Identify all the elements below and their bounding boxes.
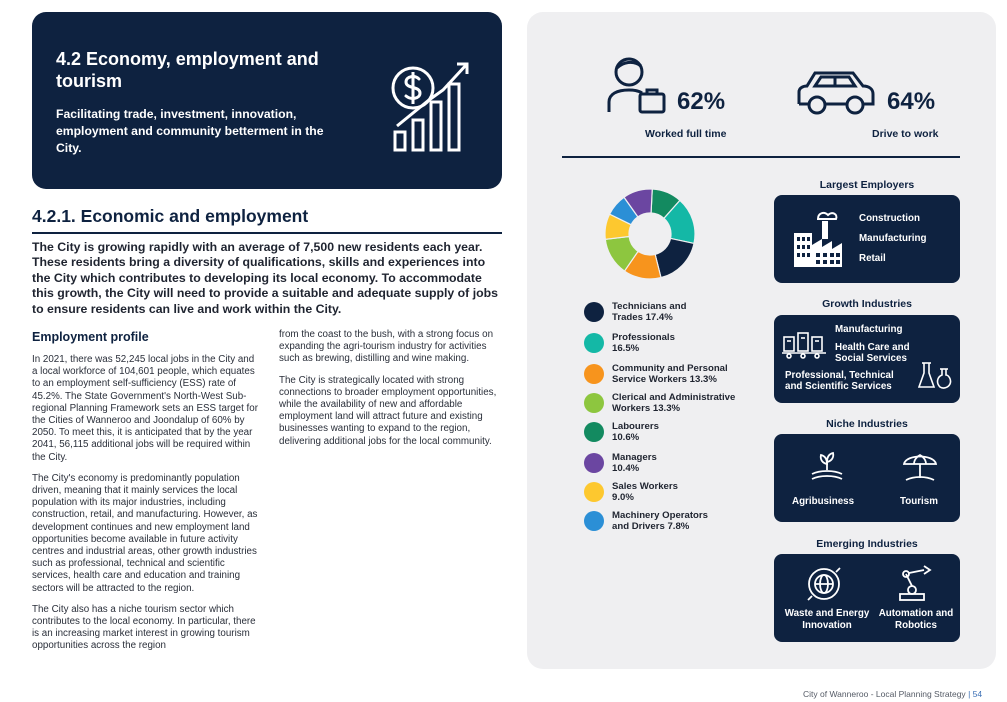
legend-label-line1: Labourers: [612, 421, 659, 432]
intro-paragraph: The City is growing rapidly with an average of 7,500 new residents each year. These residents bring a diversity of qualifications, skills and experiences into the City which contributes to developing its local economy. To accommodate this growth, the City will need to provide a suitable and adequate supply of jobs to ensure residents can live and work within the City.: [32, 240, 498, 316]
legend-label-line2: 16.5%: [612, 343, 640, 355]
paragraph: from the coast to the bush, with a strong focus on expanding the agri-tourism industry for activities such as brewing, distilling and wine making.: [279, 329, 494, 365]
page-footer: [803, 689, 982, 699]
text-column-right: [279, 329, 501, 457]
section-header-box: [32, 12, 502, 189]
legend-color-dot: [584, 302, 604, 322]
legend-color-dot: [584, 333, 604, 353]
niche-industries-title: Niche Industries: [826, 418, 908, 430]
donut-slice-technicians-and-trades: [655, 238, 694, 277]
largest-employers-title: Largest Employers: [819, 179, 915, 191]
legend-label: [612, 452, 752, 475]
occupation-donut-chart: [603, 187, 697, 281]
legend-item: [584, 332, 754, 356]
legend-item: [584, 481, 754, 505]
tourism-umbrella-icon: [902, 448, 938, 484]
globe-energy-icon: [806, 566, 842, 602]
legend-label: [612, 510, 752, 533]
legend-label-line1: Clerical and Administrative: [612, 392, 736, 403]
legend-item: [584, 421, 754, 445]
legend-label-line2: Trades 17.4%: [612, 312, 673, 324]
paragraph: The City's economy is predominantly population driven, meaning that it mainly services the local population with its major industries, including construction, retail, and manufacturing. However, as development continues and new employment land opportunities become available in future activity centres and industrial areas, other growth industries such as professional, technical and scientific services, health care and education and training sectors will be attracted to the region.: [32, 472, 258, 594]
growth-item-line1: Health Care and: [835, 342, 910, 353]
legend-label-line2: Service Workers 13.3%: [612, 374, 717, 386]
growth-item-line2: and Scientific Services: [785, 381, 892, 392]
emerging-item-line2: Robotics: [895, 620, 937, 631]
emerging-item-line1: Automation and: [878, 608, 954, 619]
emerging-industries-title: Emerging Industries: [816, 538, 918, 550]
page-number: | 54: [968, 689, 983, 699]
stat-drive-label: Drive to work: [872, 128, 939, 140]
header-subtitle: Facilitating trade, investment, innovation, employment and community betterment in the City.: [56, 107, 324, 155]
legend-color-dot: [584, 422, 604, 442]
legend-label-line1: Machinery Operators: [612, 510, 708, 521]
machinery-icon: [782, 329, 826, 359]
legend-label: [612, 332, 752, 355]
legend-label-line1: Community and Personal: [612, 363, 728, 374]
employer-item: Manufacturing: [859, 233, 927, 244]
legend-item: [584, 452, 754, 476]
legend-label-line1: Sales Workers: [612, 481, 678, 492]
legend-label-line1: Technicians and: [612, 301, 687, 312]
legend-label: [612, 301, 752, 324]
niche-industries-box: [774, 434, 960, 522]
divider: [562, 156, 960, 158]
paragraph: The City is strategically located with strong connections to broader employment opportunities, while the availability of new and affordable employment land will attract future and existing businesses wanting to expand to the region, delivering additional jobs for the local community.: [279, 374, 497, 447]
agriculture-icon: [810, 450, 844, 484]
legend-item: [584, 363, 754, 387]
stat-drive-value: 64%: [887, 88, 936, 115]
stat-full-time-label: Worked full time: [645, 128, 727, 140]
largest-employers-box: [774, 195, 960, 283]
employment-profile-heading: Employment profile: [32, 330, 149, 344]
legend-item: [584, 392, 754, 416]
legend-label-line2: 10.4%: [612, 463, 640, 475]
growth-industries-box: [774, 315, 960, 403]
legend-label-line1: Managers: [612, 452, 657, 463]
legend-color-dot: [584, 453, 604, 473]
growth-industries-title: Growth Industries: [822, 298, 912, 310]
legend-label-line2: and Drivers 7.8%: [612, 521, 690, 533]
legend-color-dot: [584, 482, 604, 502]
emerging-item-line2: Innovation: [802, 620, 852, 631]
growth-item: Manufacturing: [835, 324, 903, 335]
factory-icon: [792, 209, 846, 269]
robot-arm-icon: [896, 564, 936, 602]
paragraph: The City also has a niche tourism sector which contributes to the local economy. In particular, there is an increasing market interest in growing tourism opportunities across the region: [32, 603, 256, 652]
legend-color-dot: [584, 511, 604, 531]
emerging-industries-box: [774, 554, 960, 642]
growth-item-line1: Professional, Technical: [785, 370, 894, 381]
growth-item-line2: Social Services: [835, 353, 907, 364]
paragraph: In 2021, there was 52,245 local jobs in the City and a local workforce of 104,601 people, which equates to an employment self-sufficiency (ESS) rate of 45.2%. The State Government's North-West Sub-regional Planning Framework sets an ESS target for the Cities of Wanneroo and Joondalup of 60% by 2050. To meet this, it is anticipated that by the year 2041, 56,115 additional jobs will be required within the City.: [32, 354, 258, 463]
legend-label-line2: 9.0%: [612, 492, 634, 504]
section-title: 4.2.1. Economic and employment: [32, 206, 502, 234]
car-icon: [795, 68, 877, 116]
legend-label-line2: 10.6%: [612, 432, 640, 444]
footer-text: City of Wanneroo - Local Planning Strategy: [803, 689, 966, 699]
dollar-growth-icon: [387, 62, 479, 154]
header-title: 4.2 Economy, employment and tourism: [56, 49, 319, 91]
lab-flask-icon: [918, 361, 952, 391]
legend-label: [612, 481, 752, 504]
stat-full-time-value: 62%: [677, 88, 726, 115]
legend-color-dot: [584, 393, 604, 413]
employer-item: Construction: [859, 213, 920, 224]
legend-item: [584, 301, 754, 325]
legend-item: [584, 510, 754, 534]
legend-label: [612, 421, 752, 444]
legend-color-dot: [584, 364, 604, 384]
legend-label-line1: Professionals: [612, 332, 675, 343]
worker-icon: [607, 56, 667, 114]
emerging-item-line1: Waste and Energy: [784, 608, 870, 619]
employer-item: Retail: [859, 253, 886, 264]
legend-label: [612, 392, 752, 415]
legend-label: [612, 363, 752, 386]
legend-label-line2: Workers 13.3%: [612, 403, 681, 415]
niche-item: Agribusiness: [792, 496, 855, 507]
text-column-left: [32, 329, 258, 662]
niche-item: Tourism: [900, 496, 938, 507]
